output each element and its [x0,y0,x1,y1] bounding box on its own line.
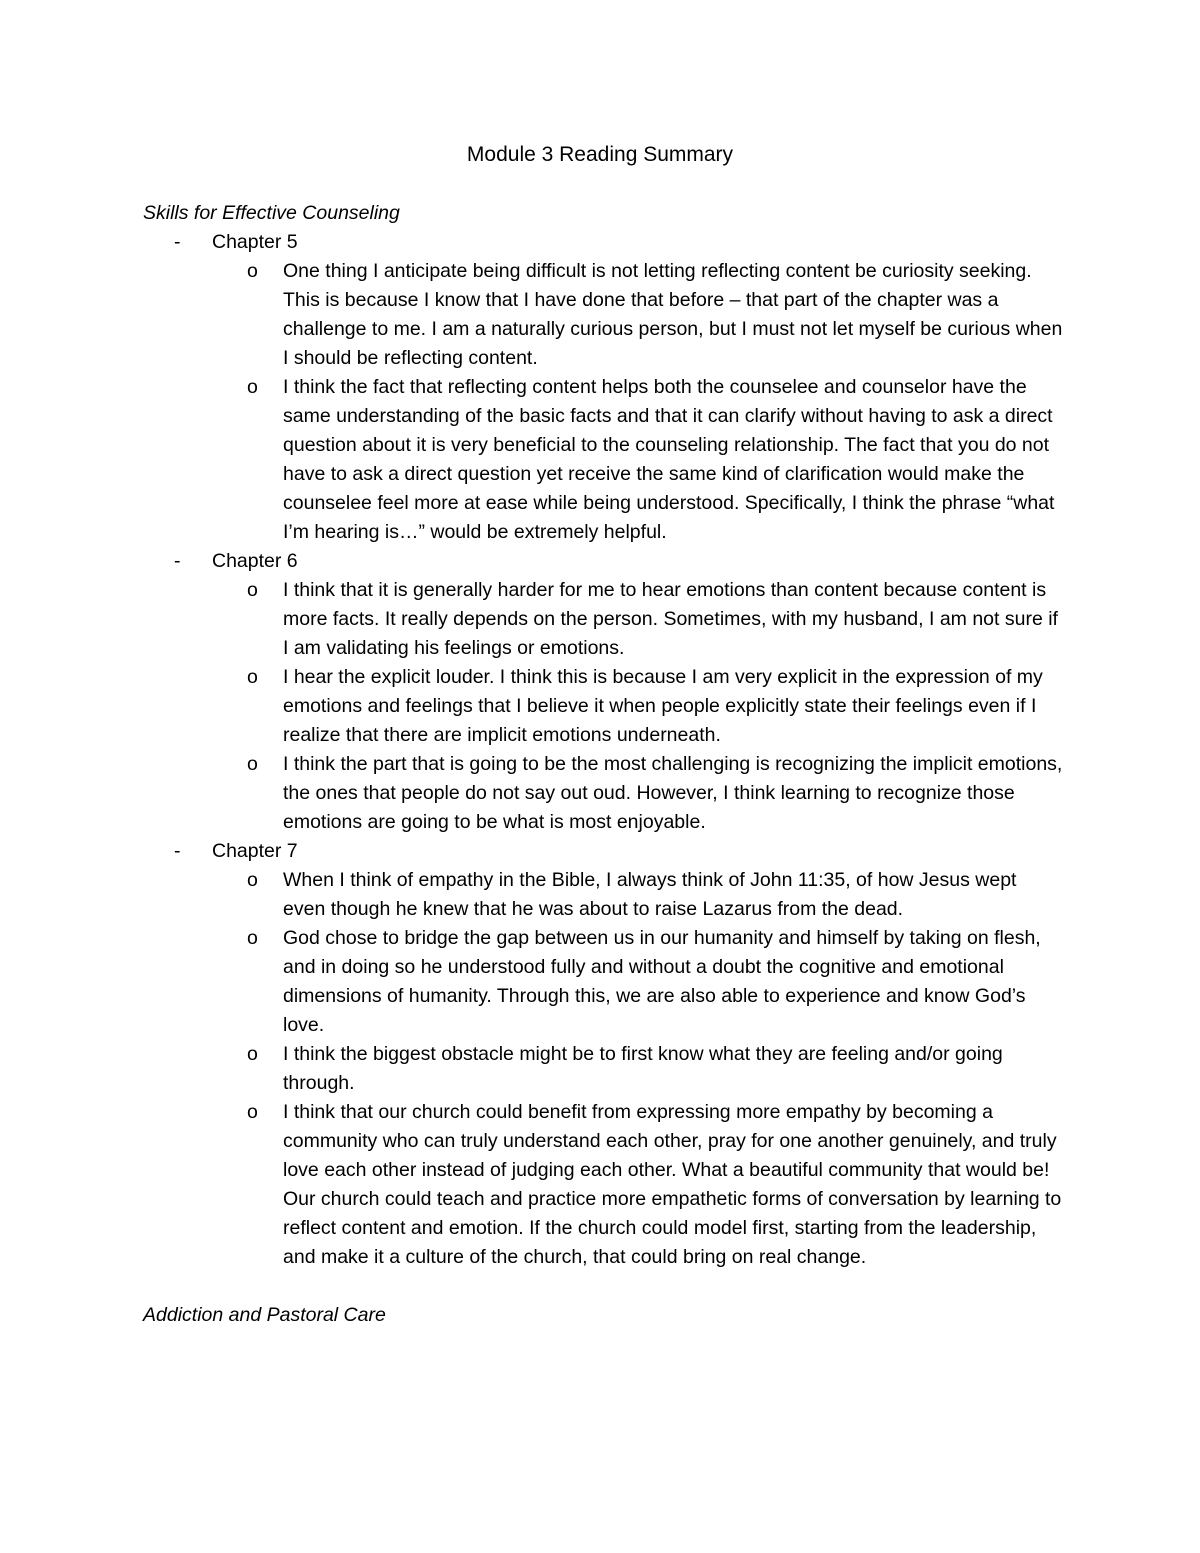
chapter-label: Chapter 6 [212,550,298,572]
bullet-list [143,257,1063,547]
list-item [143,750,1063,837]
section-heading: Skills for Effective Counseling [143,202,400,224]
dash-marker: - [174,840,181,862]
dash-marker: - [174,550,181,572]
bullet-text: One thing I anticipate being difficult is not letting reflecting content be curiosity seeking. This is because I know that I have done that before – that part of the chapter was a challenge to me. I am a naturally curious person, but I must not let myself be curious when I should be reflecting content. [283,260,1063,369]
section-addiction-and-pastoral-care [143,1301,1063,1330]
bullet-marker: o [247,579,258,601]
chapter-5 [143,228,1063,547]
chapter-6 [143,547,1063,837]
list-item [143,576,1063,663]
bullet-text: God chose to bridge the gap between us in our humanity and himself by taking on flesh, and in doing so he understood fully and without a doubt the cognitive and emotional dimensions of humanity. Through this, we are also able to experience and know God’s love. [283,927,1041,1036]
section-heading: Addiction and Pastoral Care [143,1304,386,1326]
list-item [143,1098,1063,1272]
bullet-text: I think the biggest obstacle might be to first know what they are feeling and/or going through. [283,1043,1003,1094]
document-body [143,199,1063,1330]
list-item [143,373,1063,547]
bullet-text: I think that it is generally harder for me to hear emotions than content because content is more facts. It really depends on the person. Sometimes, with my husband, I am not sure if I am validating his feelings or emotions. [283,579,1058,659]
list-item [143,866,1063,924]
bullet-marker: o [247,1101,258,1123]
bullet-marker: o [247,927,258,949]
list-item [143,1040,1063,1098]
bullet-marker: o [247,753,258,775]
bullet-list [143,576,1063,837]
bullet-marker: o [247,376,258,398]
bullet-marker: o [247,260,258,282]
bullet-text: I think that our church could benefit from expressing more empathy by becoming a community who can truly understand each other, pray for one another genuinely, and truly love each other instead of judging each other. What a beautiful community that would be! Our church could teach and practice more empathetic forms of conversation by learning to reflect content and emotion. If the church could model first, starting from the leadership, and make it a culture of the church, that could bring on real change. [283,1101,1062,1268]
list-item [143,924,1063,1040]
bullet-text: When I think of empathy in the Bible, I always think of John 11:35, of how Jesus wept even though he knew that he was about to raise Lazarus from the dead. [283,869,1017,920]
chapter-label: Chapter 7 [212,840,298,862]
bullet-text: I think the part that is going to be the most challenging is recognizing the implicit emotions, the ones that people do not say out oud. However, I think learning to recognize those emotions are going to be what is most enjoyable. [283,753,1063,833]
section-skills-for-effective-counseling [143,199,1063,1272]
chapter-7 [143,837,1063,1272]
chapter-label: Chapter 5 [212,231,298,253]
dash-marker: - [174,231,181,253]
bullet-text: I think the fact that reflecting content helps both the counselee and counselor have the same understanding of the basic facts and that it can clarify without having to ask a direct question about it is very beneficial to the counseling relationship. The fact that you do not have to ask a direct question yet receive the same kind of clarification would make the counselee feel more at ease while being understood. Specifically, I think the phrase “what I’m hearing is…” would be extremely helpful. [283,376,1055,543]
bullet-marker: o [247,666,258,688]
document-title: Module 3 Reading Summary [466,143,734,166]
bullet-text: I hear the explicit louder. I think this is because I am very explicit in the expression of my emotions and feelings that I believe it when people explicitly state their feelings even if I realize that there are implicit emotions underneath. [283,666,1043,746]
bullet-marker: o [247,1043,258,1065]
list-item [143,257,1063,373]
list-item [143,663,1063,750]
bullet-list [143,866,1063,1272]
bullet-marker: o [247,869,258,891]
